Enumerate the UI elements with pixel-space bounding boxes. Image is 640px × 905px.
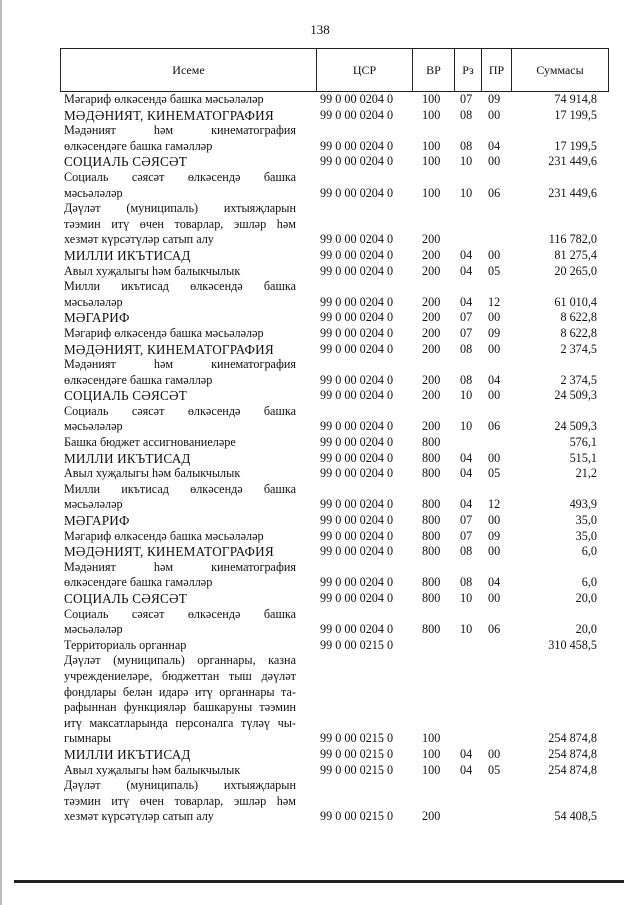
- table-row: [60, 591, 609, 607]
- row-csr: 99 0 00 0204 0: [320, 154, 394, 169]
- row-sum: 6,0: [581, 575, 597, 590]
- table-body: [60, 92, 609, 825]
- row-vr: 800: [422, 466, 441, 481]
- row-rz: 10: [460, 591, 473, 606]
- row-csr: 99 0 00 0204 0: [320, 310, 394, 325]
- table-row: [60, 435, 609, 451]
- row-sum: 2 374,5: [560, 341, 597, 356]
- row-sum: 54 408,5: [554, 809, 597, 824]
- row-name-line: МИЛЛИ ИКЪТИСАД: [64, 247, 191, 263]
- row-pr: 04: [488, 138, 501, 153]
- row-name-line: мәсьәләләр: [64, 185, 123, 200]
- row-csr: 99 0 00 0204 0: [320, 341, 394, 356]
- row-name-line: Мәгариф өлкәсендә башка мәсьәләләр: [64, 92, 264, 106]
- row-name: [64, 154, 296, 170]
- row-name-line: итү максатларында персоналга түләү чы-: [64, 715, 296, 730]
- row-name-line: МӘГАРИФ: [64, 513, 130, 529]
- row-name-line: Социаль сәясәт өлкәсендә башка: [64, 169, 296, 184]
- header-name: Исеме: [61, 49, 317, 91]
- row-name: [64, 560, 296, 591]
- row-vr: 800: [422, 591, 441, 606]
- row-sum: 6,0: [581, 544, 597, 559]
- row-name: [64, 357, 296, 388]
- row-sum: 515,1: [569, 450, 597, 465]
- row-csr: 99 0 00 0204 0: [320, 388, 394, 403]
- row-vr: 100: [422, 185, 441, 200]
- row-pr: 09: [488, 92, 501, 106]
- row-vr: 200: [422, 263, 441, 278]
- row-name: [64, 482, 296, 513]
- page-number: 138: [310, 22, 330, 37]
- row-name-line: Авыл хуҗалыгы һәм балыкчылык: [64, 263, 241, 278]
- row-name-line: өлкәсендәге башка гамәлләр: [64, 575, 213, 590]
- row-sum: 24 509,3: [554, 388, 597, 403]
- row-csr: 99 0 00 0204 0: [320, 294, 394, 309]
- row-name-line: тәэмин итү өчен товарлар, эшләр һәм: [64, 793, 296, 808]
- row-rz: 04: [460, 497, 473, 512]
- table-row: [60, 653, 609, 747]
- row-pr: 05: [488, 466, 501, 481]
- row-vr: 100: [422, 746, 441, 761]
- table-row: [60, 170, 609, 201]
- row-sum: 24 509,3: [554, 419, 597, 434]
- table-row: [60, 357, 609, 388]
- row-csr: 99 0 00 0204 0: [320, 325, 394, 340]
- table-row: [60, 279, 609, 310]
- row-csr: 99 0 00 0215 0: [320, 762, 394, 777]
- row-csr: 99 0 00 0204 0: [320, 575, 394, 590]
- row-pr: 09: [488, 325, 501, 340]
- row-name: [64, 248, 296, 264]
- row-vr: 800: [422, 622, 441, 637]
- row-pr: 00: [488, 341, 501, 356]
- row-name-line: МӘДӘНИЯТ, КИНЕМАТОГРАФИЯ: [64, 341, 274, 357]
- row-sum: 310 458,5: [548, 637, 597, 652]
- header-pr: ПР: [482, 49, 512, 91]
- row-rz: 10: [460, 419, 473, 434]
- row-name-line: Дәүләт (муниципаль) органнары, казна: [64, 653, 296, 668]
- row-sum: 231 449,6: [548, 185, 597, 200]
- table-row: [60, 529, 609, 545]
- row-csr: 99 0 00 0204 0: [320, 247, 394, 262]
- row-pr: 00: [488, 450, 501, 465]
- row-sum: 493,9: [569, 497, 597, 512]
- row-name-line: СОЦИАЛЬ СӘЯСӘТ: [64, 388, 187, 404]
- row-name-line: СОЦИАЛЬ СӘЯСӘТ: [64, 591, 187, 607]
- row-rz: 08: [460, 107, 473, 122]
- row-sum: 576,1: [569, 435, 597, 450]
- row-csr: 99 0 00 0204 0: [320, 372, 394, 387]
- row-name: [64, 123, 296, 154]
- table-row: [60, 638, 609, 654]
- row-vr: 200: [422, 247, 441, 262]
- row-name-line: Дәүләт (муниципаль) ихтыяҗларын: [64, 201, 296, 216]
- row-name-line: тәэмин итү өчен товарлар, эшләр һәм: [64, 216, 296, 231]
- row-csr: 99 0 00 0215 0: [320, 731, 394, 746]
- row-name: [64, 310, 296, 326]
- table-row: [60, 201, 609, 248]
- row-name-line: Мәгариф өлкәсендә башка мәсьәләләр: [64, 325, 264, 340]
- row-name-line: Милли икътисад өлкәсендә башка: [64, 481, 296, 496]
- row-rz: 07: [460, 325, 473, 340]
- row-vr: 200: [422, 232, 441, 247]
- row-name-line: МӘДӘНИЯТ, КИНЕМАТОГРАФИЯ: [64, 107, 274, 123]
- row-pr: 09: [488, 528, 501, 543]
- row-name: [64, 201, 296, 248]
- row-name: [64, 264, 296, 280]
- table-row: [60, 154, 609, 170]
- row-rz: 04: [460, 247, 473, 262]
- row-name: [64, 92, 296, 108]
- row-name: [64, 435, 296, 451]
- row-csr: 99 0 00 0204 0: [320, 528, 394, 543]
- row-vr: 100: [422, 154, 441, 169]
- table-row: [60, 404, 609, 435]
- row-rz: 04: [460, 746, 473, 761]
- row-name-line: өлкәсендәге башка гамәлләр: [64, 372, 213, 387]
- row-pr: 00: [488, 388, 501, 403]
- row-name: [64, 388, 296, 404]
- row-pr: 00: [488, 310, 501, 325]
- row-name-line: Авыл хуҗалыгы һәм балыкчылык: [64, 762, 241, 777]
- row-vr: 800: [422, 497, 441, 512]
- row-rz: 10: [460, 154, 473, 169]
- row-name: [64, 747, 296, 763]
- row-name-line: мәсьәләләр: [64, 294, 123, 309]
- row-pr: 05: [488, 263, 501, 278]
- row-sum: 8 622,8: [560, 325, 597, 340]
- row-name-line: МӘДӘНИЯТ, КИНЕМАТОГРАФИЯ: [64, 544, 274, 560]
- table-row: [60, 310, 609, 326]
- row-vr: 200: [422, 341, 441, 356]
- row-name: [64, 778, 296, 825]
- row-csr: 99 0 00 0204 0: [320, 622, 394, 637]
- row-name-line: өлкәсендәге башка гамәлләр: [64, 138, 213, 153]
- table-row: [60, 763, 609, 779]
- row-name-line: рафыннан функцияләр башкаруны тәэмин: [64, 700, 296, 715]
- row-csr: 99 0 00 0204 0: [320, 466, 394, 481]
- row-vr: 100: [422, 107, 441, 122]
- row-name: [64, 638, 296, 654]
- row-vr: 800: [422, 528, 441, 543]
- row-sum: 254 874,8: [548, 746, 597, 761]
- table-header: [60, 48, 609, 92]
- row-pr: 06: [488, 419, 501, 434]
- table-row: [60, 108, 609, 124]
- row-name: [64, 607, 296, 638]
- row-rz: 08: [460, 138, 473, 153]
- row-vr: 200: [422, 419, 441, 434]
- row-csr: 99 0 00 0204 0: [320, 450, 394, 465]
- row-rz: 04: [460, 263, 473, 278]
- row-sum: 61 010,4: [554, 294, 597, 309]
- table-row: [60, 92, 609, 108]
- row-pr: 04: [488, 575, 501, 590]
- table-row: [60, 264, 609, 280]
- row-pr: 00: [488, 746, 501, 761]
- row-name: [64, 529, 296, 545]
- row-vr: 200: [422, 372, 441, 387]
- table-row: [60, 747, 609, 763]
- row-name-line: Социаль сәясәт өлкәсендә башка: [64, 403, 296, 418]
- row-name-line: Башка бюджет ассигнованиеләре: [64, 435, 236, 450]
- row-name-line: Мәдәният һәм кинематография: [64, 357, 296, 372]
- row-name-line: учреждениеләре, бюджеттан тыш дәүләт: [64, 668, 296, 683]
- row-csr: 99 0 00 0215 0: [320, 637, 394, 652]
- row-csr: 99 0 00 0204 0: [320, 263, 394, 278]
- row-vr: 200: [422, 388, 441, 403]
- row-name: [64, 404, 296, 435]
- row-name: [64, 544, 296, 560]
- row-pr: 05: [488, 762, 501, 777]
- row-name-line: мәсьәләләр: [64, 622, 123, 637]
- row-name-line: фондлары белән идарә итү органнары та-: [64, 684, 296, 699]
- row-pr: 06: [488, 185, 501, 200]
- row-sum: 8 622,8: [560, 310, 597, 325]
- header-vr: ВР: [413, 49, 455, 91]
- header-csr: ЦСР: [317, 49, 413, 91]
- table-row: [60, 513, 609, 529]
- page-bottom-border: [14, 880, 624, 883]
- row-pr: 04: [488, 372, 501, 387]
- row-csr: 99 0 00 0204 0: [320, 513, 394, 528]
- table-row: [60, 466, 609, 482]
- table-row: [60, 560, 609, 591]
- row-vr: 800: [422, 450, 441, 465]
- row-vr: 200: [422, 310, 441, 325]
- row-pr: 06: [488, 622, 501, 637]
- row-vr: 100: [422, 762, 441, 777]
- row-sum: 74 914,8: [554, 92, 597, 106]
- row-rz: 08: [460, 372, 473, 387]
- row-name: [64, 653, 296, 747]
- row-csr: 99 0 00 0204 0: [320, 435, 394, 450]
- row-vr: 200: [422, 809, 441, 824]
- row-csr: 99 0 00 0204 0: [320, 419, 394, 434]
- row-sum: 81 275,4: [554, 247, 597, 262]
- table-row: [60, 451, 609, 467]
- row-sum: 20,0: [575, 622, 597, 637]
- row-vr: 200: [422, 325, 441, 340]
- row-sum: 35,0: [575, 528, 597, 543]
- header-rz: Рз: [455, 49, 482, 91]
- row-vr: 800: [422, 544, 441, 559]
- row-csr: 99 0 00 0204 0: [320, 107, 394, 122]
- row-rz: 04: [460, 450, 473, 465]
- row-rz: 10: [460, 185, 473, 200]
- table-row: [60, 388, 609, 404]
- table-row: [60, 342, 609, 358]
- row-name-line: хезмәт күрсәтүләр сатып алу: [64, 232, 214, 247]
- row-sum: 2 374,5: [560, 372, 597, 387]
- table-row: [60, 123, 609, 154]
- row-csr: 99 0 00 0215 0: [320, 809, 394, 824]
- row-csr: 99 0 00 0204 0: [320, 185, 394, 200]
- row-name-line: Милли икътисад өлкәсендә башка: [64, 279, 296, 294]
- row-name-line: МИЛЛИ ИКЪТИСАД: [64, 746, 191, 762]
- row-name: [64, 279, 296, 310]
- row-pr: 00: [488, 591, 501, 606]
- row-sum: 20,0: [575, 591, 597, 606]
- row-sum: 20 265,0: [554, 263, 597, 278]
- row-name: [64, 451, 296, 467]
- row-name-line: Мәдәният һәм кинематография: [64, 559, 296, 574]
- row-vr: 100: [422, 92, 441, 106]
- row-name-line: Мәгариф өлкәсендә башка мәсьәләләр: [64, 528, 264, 543]
- row-name-line: Авыл хуҗалыгы һәм балыкчылык: [64, 466, 241, 481]
- row-csr: 99 0 00 0204 0: [320, 591, 394, 606]
- row-name-line: Дәүләт (муниципаль) ихтыяҗларын: [64, 778, 296, 793]
- row-pr: 12: [488, 294, 501, 309]
- header-sum: Суммасы: [536, 63, 584, 77]
- row-name: [64, 513, 296, 529]
- row-name-line: СОЦИАЛЬ СӘЯСӘТ: [64, 154, 187, 170]
- row-pr: 00: [488, 544, 501, 559]
- row-rz: 04: [460, 466, 473, 481]
- table-row: [60, 607, 609, 638]
- row-pr: 00: [488, 247, 501, 262]
- row-sum: 116 782,0: [548, 232, 597, 247]
- row-name-line: Мәдәният һәм кинематография: [64, 123, 296, 138]
- table-row: [60, 248, 609, 264]
- row-rz: 07: [460, 513, 473, 528]
- row-name: [64, 763, 296, 779]
- row-vr: 800: [422, 575, 441, 590]
- row-vr: 100: [422, 731, 441, 746]
- row-name-line: МӘГАРИФ: [64, 310, 130, 326]
- row-rz: 10: [460, 622, 473, 637]
- row-name-line: хезмәт күрсәтүләр сатып алу: [64, 809, 214, 824]
- row-csr: 99 0 00 0215 0: [320, 746, 394, 761]
- row-csr: 99 0 00 0204 0: [320, 92, 394, 106]
- row-name-line: Территориаль органнар: [64, 637, 187, 652]
- row-sum: 254 874,8: [548, 762, 597, 777]
- row-name-line: мәсьәләләр: [64, 419, 123, 434]
- row-sum: 231 449,6: [548, 154, 597, 169]
- table-row: [60, 326, 609, 342]
- row-rz: 07: [460, 528, 473, 543]
- row-csr: 99 0 00 0204 0: [320, 232, 394, 247]
- row-rz: 08: [460, 575, 473, 590]
- row-rz: 08: [460, 544, 473, 559]
- table-row: [60, 778, 609, 825]
- table-row: [60, 482, 609, 513]
- row-name-line: мәсьәләләр: [64, 497, 123, 512]
- row-pr: 12: [488, 497, 501, 512]
- row-name: [64, 170, 296, 201]
- row-vr: 200: [422, 294, 441, 309]
- row-sum: 17 199,5: [554, 107, 597, 122]
- row-sum: 21,2: [575, 466, 597, 481]
- row-name: [64, 466, 296, 482]
- row-name-line: гымнары: [64, 731, 112, 746]
- row-name-line: Социаль сәясәт өлкәсендә башка: [64, 606, 296, 621]
- row-sum: 35,0: [575, 513, 597, 528]
- row-csr: 99 0 00 0204 0: [320, 544, 394, 559]
- row-name: [64, 326, 296, 342]
- row-rz: 07: [460, 310, 473, 325]
- row-sum: 254 874,8: [548, 731, 597, 746]
- row-name-line: МИЛЛИ ИКЪТИСАД: [64, 450, 191, 466]
- row-name: [64, 108, 296, 124]
- row-pr: 00: [488, 107, 501, 122]
- row-rz: 07: [460, 92, 473, 106]
- row-csr: 99 0 00 0204 0: [320, 138, 394, 153]
- row-rz: 04: [460, 762, 473, 777]
- row-vr: 100: [422, 138, 441, 153]
- row-rz: 04: [460, 294, 473, 309]
- row-csr: 99 0 00 0204 0: [320, 497, 394, 512]
- row-pr: 00: [488, 513, 501, 528]
- row-name: [64, 342, 296, 358]
- row-pr: 00: [488, 154, 501, 169]
- row-rz: 10: [460, 388, 473, 403]
- row-vr: 800: [422, 513, 441, 528]
- row-sum: 17 199,5: [554, 138, 597, 153]
- row-rz: 08: [460, 341, 473, 356]
- table-row: [60, 544, 609, 560]
- row-name: [64, 591, 296, 607]
- row-vr: 800: [422, 435, 441, 450]
- scan-edge: [0, 0, 2, 905]
